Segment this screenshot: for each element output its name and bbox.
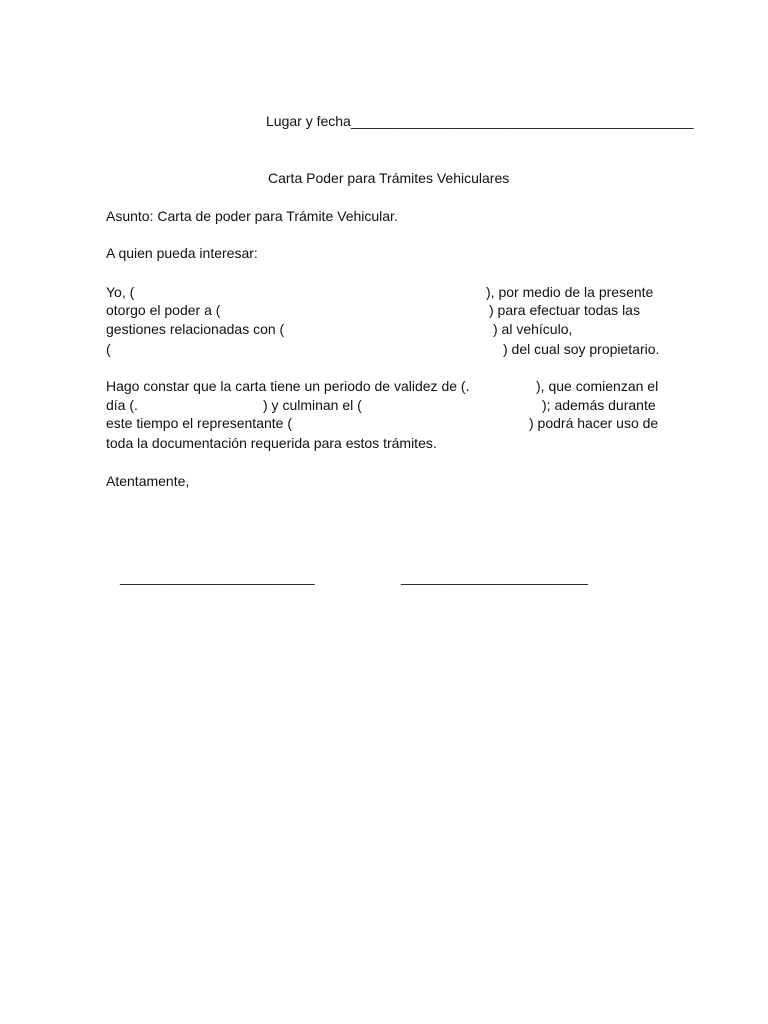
- p1-line3-end: ) al vehículo,: [493, 321, 573, 337]
- p1-line3-start: gestiones relacionadas con (: [106, 321, 285, 337]
- p1-line4-end: ) del cual soy propietario.: [503, 341, 660, 357]
- p1-line4-start: (: [106, 341, 111, 357]
- subject-line: Asunto: Carta de poder para Trámite Vehicular.: [106, 208, 398, 224]
- greeting-line: A quien pueda interesar:: [106, 245, 258, 261]
- place-date-label: Lugar y fecha: [266, 113, 351, 129]
- signature-line-left: _________________________: [120, 569, 315, 585]
- p2-line2-end: ); además durante: [542, 397, 656, 413]
- p2-line2-start: día (.: [106, 397, 138, 413]
- p2-line3-end: ) podrá hacer uso de: [529, 415, 659, 431]
- p1-line1-end: ), por medio de la presente: [486, 284, 654, 300]
- p2-line4: toda la documentación requerida para estos trámites.: [106, 435, 437, 451]
- p2-line1-start: Hago constar que la carta tiene un periodo de validez de (.: [106, 378, 470, 394]
- p2-line2-middle: ) y culminan el (: [263, 397, 362, 413]
- closing-line: Atentamente,: [106, 473, 190, 489]
- place-date-blank: ____________________________________________: [351, 113, 694, 129]
- p1-line2-end: ) para efectuar todas las: [489, 302, 640, 318]
- p1-line2-start: otorgo el poder a (: [106, 302, 221, 318]
- p2-line3-start: este tiempo el representante (: [106, 415, 292, 431]
- p2-line1-end: ), que comienzan el: [536, 378, 659, 394]
- document-title: Carta Poder para Trámites Vehiculares: [268, 170, 510, 186]
- p1-line1-start: Yo, (: [106, 284, 135, 300]
- signature-line-right: ________________________: [401, 569, 588, 585]
